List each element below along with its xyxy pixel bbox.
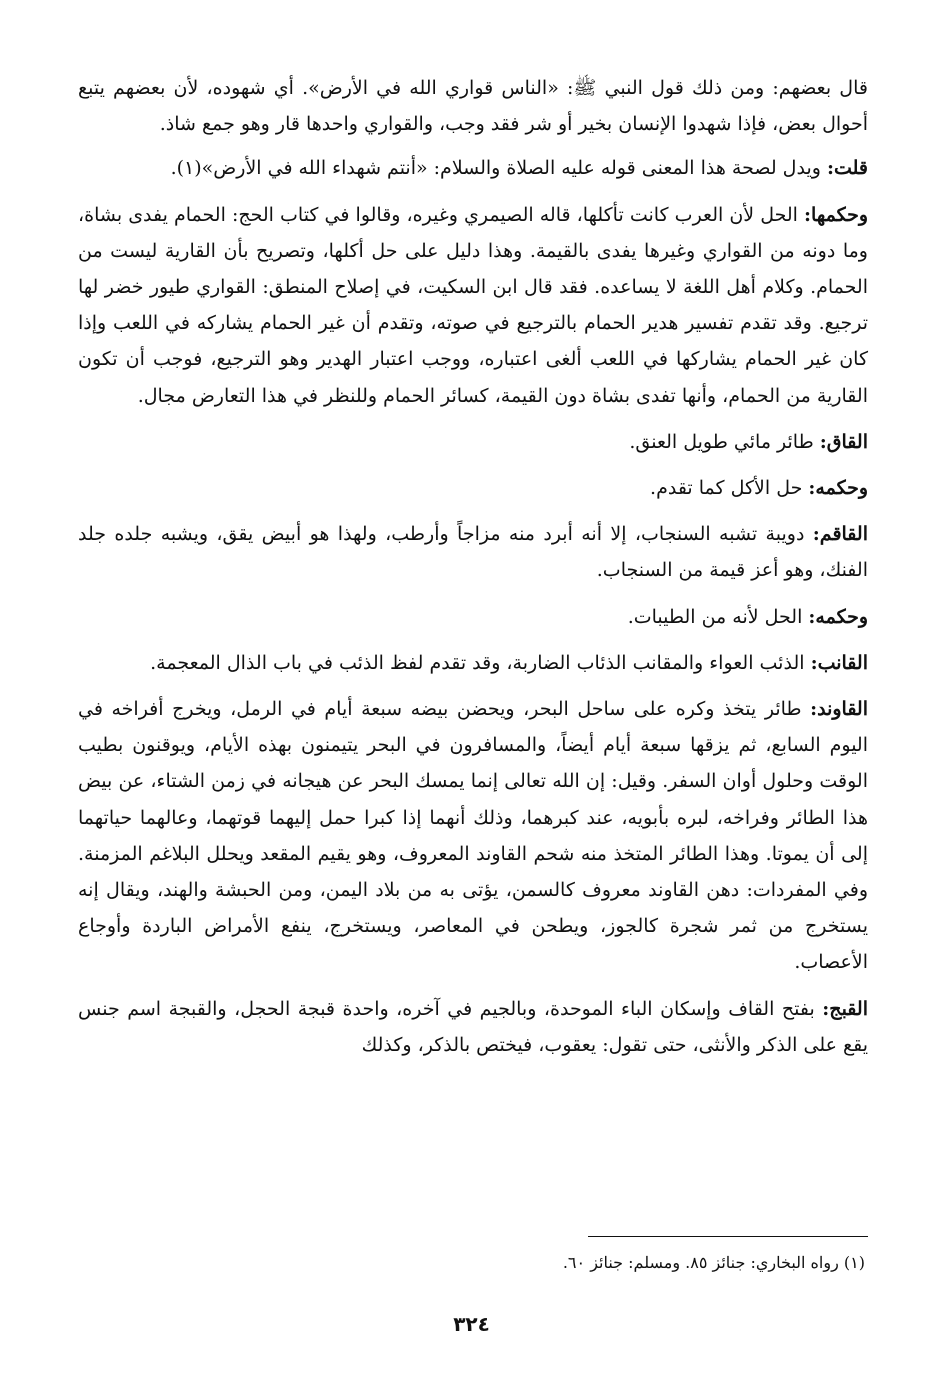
paragraph-3 xyxy=(78,424,868,460)
paragraph-7-term: القانب: xyxy=(810,651,868,674)
paragraph-5 xyxy=(78,516,868,588)
paragraph-7 xyxy=(78,645,868,681)
paragraph-8 xyxy=(78,691,868,981)
paragraph-5-term: القاقم: xyxy=(812,523,868,546)
paragraph-1-text: ويدل لصحة هذا المعنى قوله عليه الصلاة والسلام: «أنتم شهداء الله في الأرض»(١). xyxy=(170,157,827,180)
paragraph-7-text: الذئب العواء والمقانب الذئاب الضاربة، وقد تقدم لفظ الذئب في باب الذال المعجمة. xyxy=(150,651,811,674)
paragraph-4-text: حل الأكل كما تقدم. xyxy=(650,477,809,500)
paragraph-1 xyxy=(78,150,868,186)
paragraph-3-text: طائر مائي طويل العنق. xyxy=(629,430,820,453)
paragraph-8-term: القاوند: xyxy=(810,698,868,721)
footnote: (١) رواه البخاري: جنائز ٨٥. ومسلم: جنائز ٦٠. xyxy=(562,1253,865,1272)
page-number: ٣٢٤ xyxy=(453,1312,490,1336)
paragraph-3-term: القاق: xyxy=(819,430,868,453)
paragraph-6-term: وحكمه: xyxy=(808,605,868,628)
paragraph-9 xyxy=(78,991,868,1063)
paragraph-1-term: قلت: xyxy=(826,157,868,180)
paragraph-2-text: الحل لأن العرب كانت تأكلها، قاله الصيمري وغيره، وقالوا في كتاب الحج: الحمام يفدى بشاة، وما دونه من القواري وغيرها يفدى بالقيمة. وهذا دليل على حل أكلها، وتصريح بأن القارية ليست من الحمام. وكلام أهل اللغة لا يساعده. فقد قال ابن السكيت، في إصلاح المنطق: القواري طيور خضر لها ترجيع. وقد تقدم تفسير هدير الحمام بالترجيع في صوته، وتقدم أن غير الحمام يشاركه في اللعب وإذا كان غير الحمام يشاركها في اللعب ألغى اعتباره، ووجب اعتبار الهدير وهو الترجيع، فوجب أن تكون القارية من الحمام، وأنها تفدى بشاة دون القيمة، كسائر الحمام وللنظر في هذا التعارض مجال. xyxy=(78,203,868,407)
paragraph-6 xyxy=(78,599,868,635)
paragraph-4 xyxy=(78,470,868,506)
paragraph-5-text: دويبة تشبه السنجاب، إلا أنه أبرد منه مزاجاً وأرطب، ولهذا هو أبيض يقق، ويشبه جلده جلد الفنك، وهو أعز قيمة من السنجاب. xyxy=(78,523,868,582)
page-body xyxy=(78,70,868,1073)
paragraph-8-text: طائر يتخذ وكره على ساحل البحر، ويحضن بيضه سبعة أيام في الرمل، ويخرج أفراخه في اليوم السابع، ثم يزقها سبعة أيام أيضاً، والمسافرون في البحر يتيمنون بهذه الأيام، ويوقنون بطيب الوقت وحلول أوان السفر. وقيل: إن الله تعالى إنما يمسك البحر عن هيجانه في زمن الشتاء، عن بيض هذا الطائر وفراخه، لبره بأبويه، عند كبرهما، وذلك أنهما إذا كبرا حمل إليهما قوتهما، وعالهما حياتهما إلى أن يموتا. وهذا الطائر المتخذ منه شحم القاوند المعروف، وهو يقيم المقعد ويحلل البلاغم المزمنة. وفي المفردات: دهن القاوند معروف كالسمن، يؤتى به من بلاد اليمن، ومن الحبشة والهند، ويقال إنه يستخرج من ثمر شجرة كالجوز، ويطحن في المعاصر، ويستخرج، ينفع الأمراض الباردة وأوجاع الأعصاب. xyxy=(78,698,868,974)
paragraph-9-term: القبج: xyxy=(822,997,868,1020)
paragraph-4-term: وحكمه: xyxy=(808,477,868,500)
paragraph-2-term: وحكمها: xyxy=(804,203,868,226)
paragraph-0 xyxy=(78,70,868,142)
paragraph-0-text: قال بعضهم: ومن ذلك قول النبي ﷺ: «الناس قواري الله في الأرض». أي شهوده، لأن بعضهم يتبع أحوال بعض، فإذا شهدوا الإنسان بخير أو شر فقد وجب، والقواري واحدها قار وهو جمع شاذ. xyxy=(78,77,868,136)
footnote-separator xyxy=(588,1236,868,1237)
paragraph-9-text: بفتح القاف وإسكان الباء الموحدة، وبالجيم في آخره، واحدة قبجة الحجل، والقبجة اسم جنس يقع على الذكر والأنثى، حتى تقول: يعقوب، فيختص بالذكر، وكذلك xyxy=(78,997,868,1056)
paragraph-6-text: الحل لأنه من الطيبات. xyxy=(627,605,809,628)
paragraph-2 xyxy=(78,197,868,414)
